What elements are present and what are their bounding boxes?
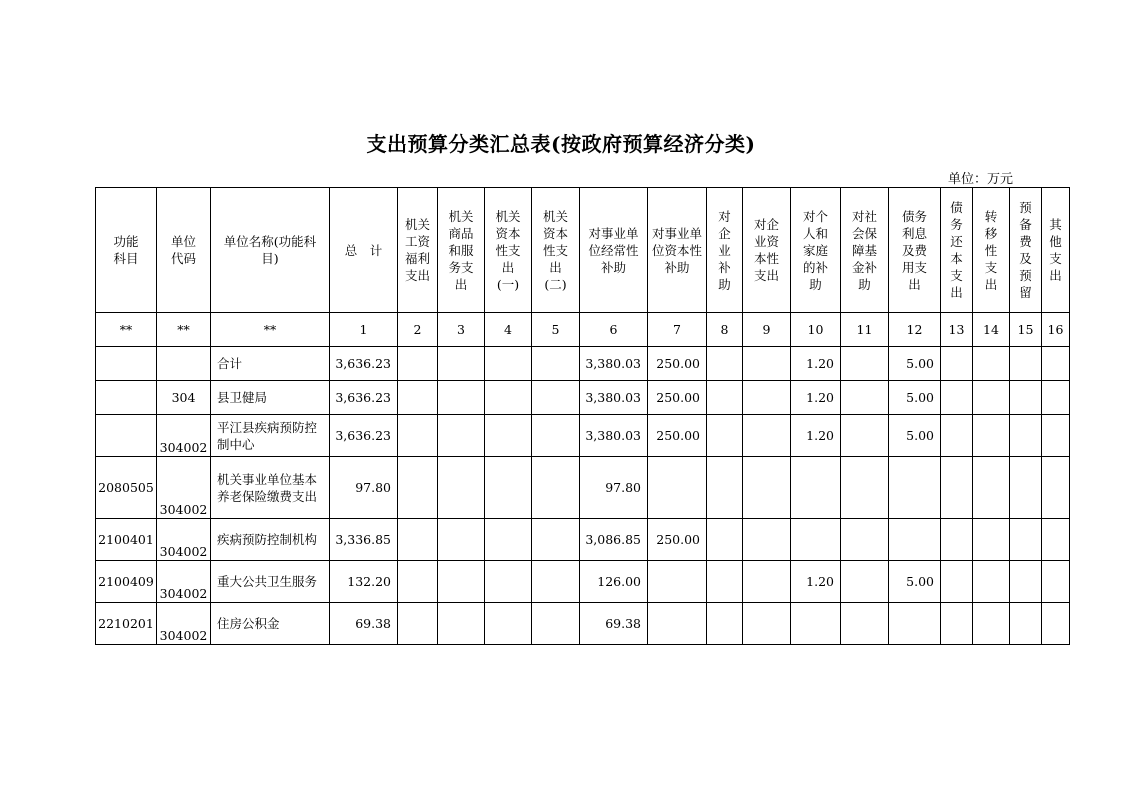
header-cell: 对事业单位资本性补助 [648,188,707,313]
amount-cell [973,457,1010,519]
amount-cell [941,415,973,457]
amount-cell [791,603,841,645]
header-cell: 单位代码 [157,188,211,313]
amount-cell [485,457,532,519]
amount-cell [743,415,791,457]
amount-cell [532,561,580,603]
table-row [96,519,1070,561]
amount-cell [791,519,841,561]
table-row [96,415,1070,457]
amount-cell [398,603,438,645]
amount-cell: 132.20 [330,561,398,603]
amount-cell [648,603,707,645]
amount-cell [707,457,743,519]
index-cell: 5 [532,313,580,347]
index-cell: 1 [330,313,398,347]
amount-cell [1010,415,1042,457]
function-code-cell [96,415,157,457]
table-row [96,381,1070,415]
amount-cell [438,347,485,381]
amount-cell [743,381,791,415]
header-cell: 对企业资本性支出 [743,188,791,313]
index-cell: ** [157,313,211,347]
index-cell: 6 [580,313,648,347]
amount-cell: 5.00 [889,381,941,415]
header-cell: 总 计 [330,188,398,313]
amount-cell [743,347,791,381]
amount-cell [485,561,532,603]
amount-cell [841,415,889,457]
header-cell: 债务利息及费用支出 [889,188,941,313]
unit-name-cell: 县卫健局 [211,381,330,415]
amount-cell [743,603,791,645]
amount-cell [438,415,485,457]
amount-cell: 1.20 [791,415,841,457]
amount-cell [485,519,532,561]
amount-cell [485,603,532,645]
amount-cell [1042,561,1070,603]
amount-cell: 69.38 [580,603,648,645]
amount-cell: 5.00 [889,415,941,457]
amount-cell [707,381,743,415]
amount-cell [1010,519,1042,561]
unit-name-cell: 住房公积金 [211,603,330,645]
unit-code-cell: 304002 [157,561,211,603]
header-cell: 对个人和家庭的补助 [791,188,841,313]
unit-code-cell: 304002 [157,603,211,645]
amount-cell [841,457,889,519]
amount-cell [889,603,941,645]
header-cell: 对企业补助 [707,188,743,313]
index-cell: 3 [438,313,485,347]
amount-cell: 3,380.03 [580,381,648,415]
amount-cell [398,561,438,603]
header-cell: 其他支出 [1042,188,1070,313]
amount-cell [1010,457,1042,519]
amount-cell: 3,636.23 [330,381,398,415]
amount-cell: 5.00 [889,347,941,381]
amount-cell: 3,636.23 [330,347,398,381]
header-cell: 对事业单位经常性补助 [580,188,648,313]
amount-cell [532,381,580,415]
function-code-cell [96,347,157,381]
amount-cell [438,381,485,415]
index-cell: 15 [1010,313,1042,347]
unit-code-cell: 304 [157,381,211,415]
unit-label: 单位：万元 [948,172,1014,187]
amount-cell [1042,415,1070,457]
amount-cell: 250.00 [648,519,707,561]
header-cell: 债务还本支出 [941,188,973,313]
amount-cell [438,519,485,561]
amount-cell [841,603,889,645]
amount-cell [973,415,1010,457]
unit-code-cell: 304002 [157,457,211,519]
index-cell: 4 [485,313,532,347]
amount-cell [791,457,841,519]
header-cell: 对社会保障基金补助 [841,188,889,313]
function-code-cell: 2100409 [96,561,157,603]
index-cell: 12 [889,313,941,347]
amount-cell [973,519,1010,561]
index-cell: 16 [1042,313,1070,347]
amount-cell: 250.00 [648,347,707,381]
unit-name-cell: 重大公共卫生服务 [211,561,330,603]
amount-cell: 1.20 [791,347,841,381]
amount-cell [973,347,1010,381]
index-cell: ** [96,313,157,347]
amount-cell [941,457,973,519]
amount-cell [1042,381,1070,415]
amount-cell [841,381,889,415]
amount-cell [485,347,532,381]
header-cell: 机关资本性支出(二) [532,188,580,313]
amount-cell [532,347,580,381]
table-row [96,561,1070,603]
amount-cell [707,519,743,561]
header-row [96,188,1070,313]
amount-cell: 97.80 [330,457,398,519]
unit-code-cell: 304002 [157,415,211,457]
table-row [96,603,1070,645]
header-cell: 机关资本性支出(一) [485,188,532,313]
amount-cell [438,561,485,603]
amount-cell: 5.00 [889,561,941,603]
amount-cell [743,457,791,519]
unit-code-cell: 304002 [157,519,211,561]
amount-cell [707,415,743,457]
amount-cell [707,347,743,381]
amount-cell: 3,380.03 [580,347,648,381]
unit-name-cell: 合计 [211,347,330,381]
amount-cell [941,519,973,561]
header-cell: 预备费及预留 [1010,188,1042,313]
amount-cell [398,415,438,457]
amount-cell [398,347,438,381]
amount-cell: 1.20 [791,561,841,603]
amount-cell [841,347,889,381]
amount-cell [1042,347,1070,381]
amount-cell: 97.80 [580,457,648,519]
amount-cell [1010,347,1042,381]
amount-cell [941,561,973,603]
index-cell: 14 [973,313,1010,347]
index-cell: 7 [648,313,707,347]
amount-cell [941,381,973,415]
function-code-cell: 2100401 [96,519,157,561]
budget-table [95,187,1070,645]
amount-cell [1010,561,1042,603]
index-cell: 13 [941,313,973,347]
amount-cell [1042,457,1070,519]
amount-cell [532,457,580,519]
amount-cell [889,457,941,519]
amount-cell [1010,381,1042,415]
amount-cell [973,603,1010,645]
amount-cell [941,603,973,645]
amount-cell: 250.00 [648,381,707,415]
amount-cell [438,457,485,519]
unit-name-cell: 疾病预防控制机构 [211,519,330,561]
amount-cell [648,457,707,519]
unit-name-cell: 机关事业单位基本养老保险缴费支出 [211,457,330,519]
amount-cell: 3,636.23 [330,415,398,457]
amount-cell [398,519,438,561]
amount-cell [889,519,941,561]
amount-cell [841,519,889,561]
index-cell: 11 [841,313,889,347]
header-cell: 单位名称(功能科目) [211,188,330,313]
amount-cell: 250.00 [648,415,707,457]
table-row [96,457,1070,519]
amount-cell [841,561,889,603]
index-cell: 9 [743,313,791,347]
amount-cell [485,381,532,415]
amount-cell [532,603,580,645]
amount-cell [1042,603,1070,645]
index-cell: 8 [707,313,743,347]
header-cell: 功能科目 [96,188,157,313]
amount-cell [1010,603,1042,645]
amount-cell [485,415,532,457]
amount-cell [648,561,707,603]
amount-cell [398,457,438,519]
amount-cell: 1.20 [791,381,841,415]
function-code-cell [96,381,157,415]
header-cell: 机关工资福利支出 [398,188,438,313]
amount-cell [743,519,791,561]
amount-cell [707,561,743,603]
amount-cell [973,381,1010,415]
amount-cell [532,415,580,457]
header-cell: 转移性支出 [973,188,1010,313]
function-code-cell: 2210201 [96,603,157,645]
header-cell: 机关商品和服务支出 [438,188,485,313]
amount-cell: 69.38 [330,603,398,645]
amount-cell [743,561,791,603]
index-row [96,313,1070,347]
amount-cell [398,381,438,415]
amount-cell [438,603,485,645]
index-cell: ** [211,313,330,347]
amount-cell [532,519,580,561]
amount-cell: 3,086.85 [580,519,648,561]
page-title: 支出预算分类汇总表(按政府预算经济分类) [366,132,756,156]
unit-code-cell [157,347,211,381]
amount-cell [973,561,1010,603]
amount-cell: 3,380.03 [580,415,648,457]
amount-cell [941,347,973,381]
function-code-cell: 2080505 [96,457,157,519]
index-cell: 10 [791,313,841,347]
amount-cell [707,603,743,645]
amount-cell: 3,336.85 [330,519,398,561]
table-row [96,347,1070,381]
unit-name-cell: 平江县疾病预防控制中心 [211,415,330,457]
index-cell: 2 [398,313,438,347]
amount-cell [1042,519,1070,561]
amount-cell: 126.00 [580,561,648,603]
